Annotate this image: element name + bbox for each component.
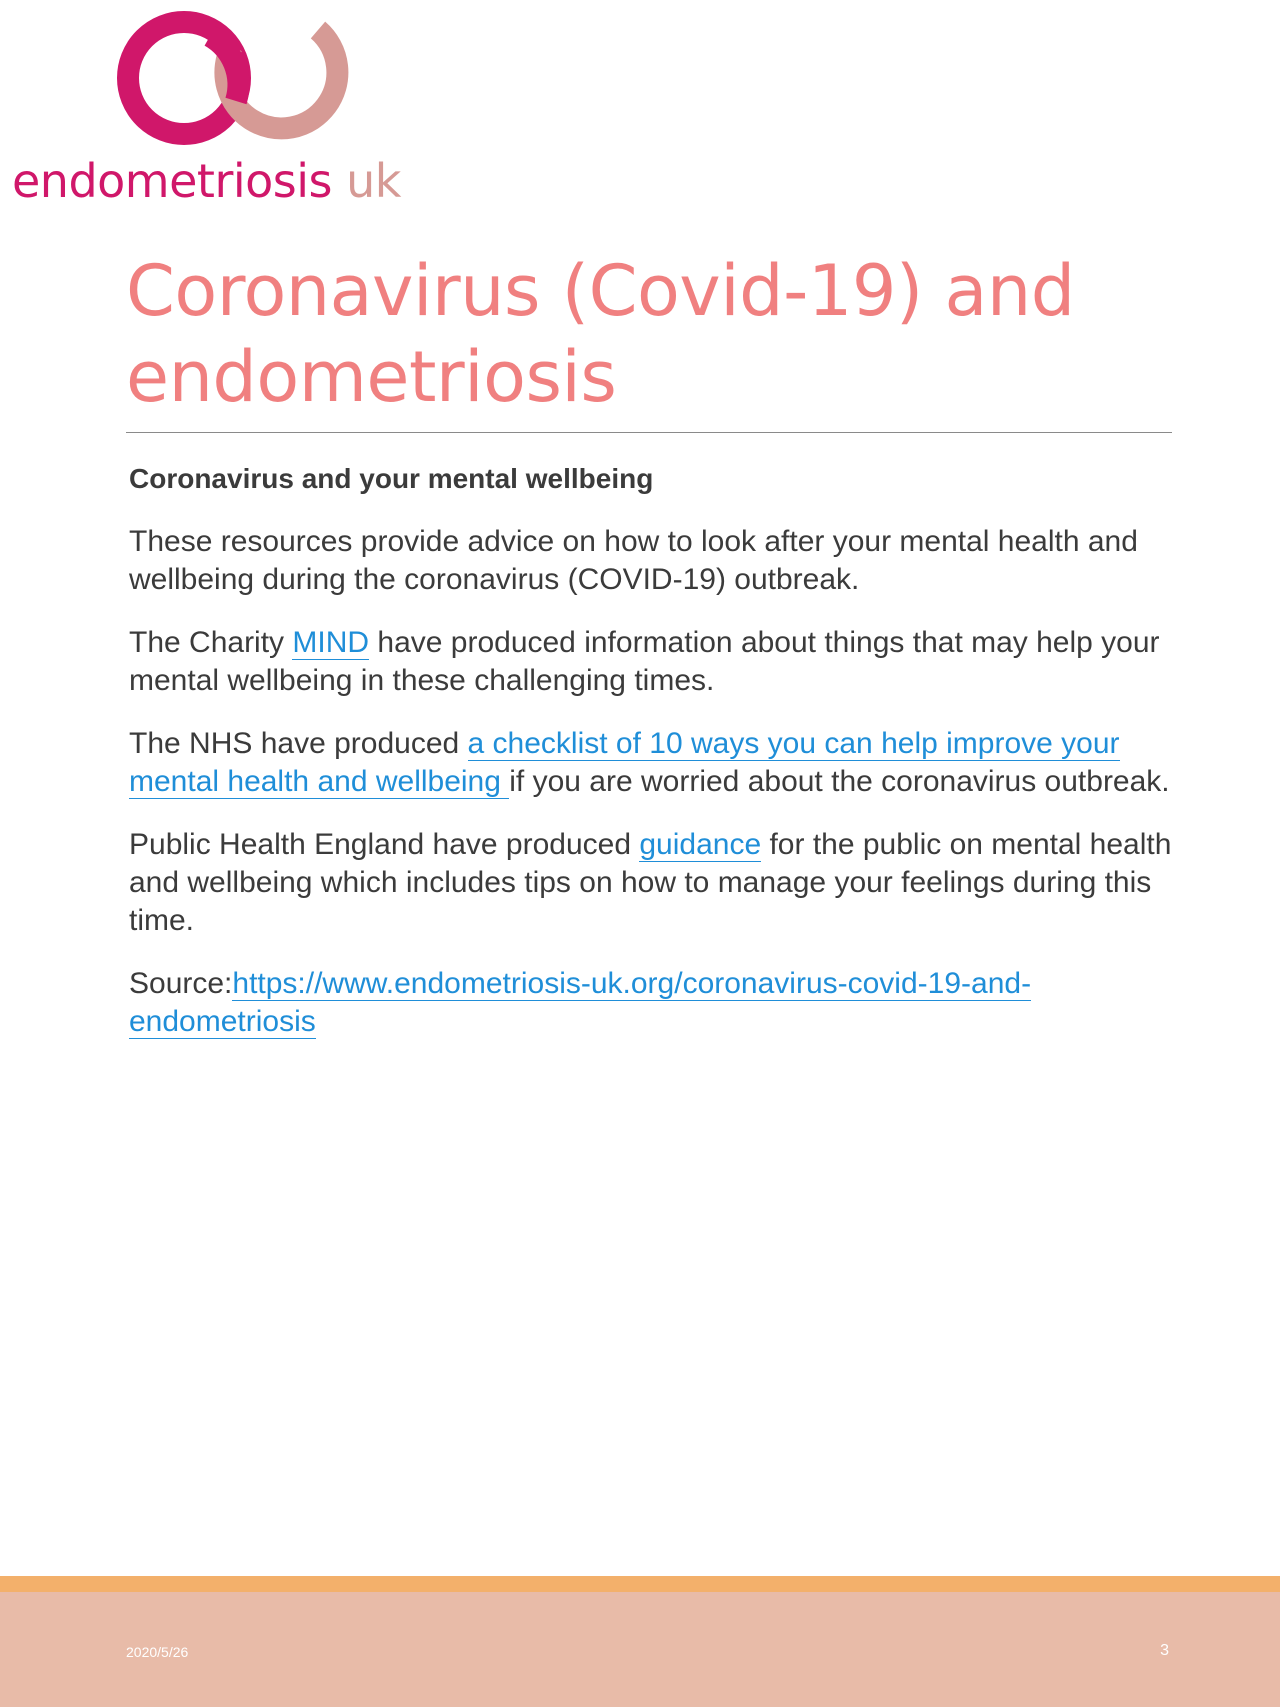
phe-text-before: Public Health England have produced (129, 828, 640, 861)
mind-text-before: The Charity (129, 626, 293, 659)
title-divider (126, 432, 1172, 433)
slide-body (129, 460, 1179, 1066)
nhs-paragraph (129, 725, 1179, 801)
guidance-link[interactable]: guidance (639, 828, 762, 861)
phe-text-after: for the public on mental health and wellbeing which includes tips on how to manage your feelings during this time. (129, 828, 1172, 937)
logo-wordmark (12, 154, 401, 208)
logo-rings-icon (110, 6, 360, 166)
nhs-text-before: The NHS have produced (129, 727, 468, 760)
source-label: Source: (129, 967, 233, 1000)
endometriosis-uk-logo (12, 6, 442, 216)
logo-word-uk: uk (346, 154, 401, 208)
phe-paragraph (129, 826, 1179, 940)
footer-accent-stripe (0, 1576, 1280, 1592)
mind-paragraph (129, 624, 1179, 700)
nhs-checklist-link[interactable]: a checklist of 10 ways you can help improve your mental health and wellbeing (129, 727, 1120, 798)
logo-word-endometriosis: endometriosis (12, 154, 332, 208)
footer-date: 2020/5/26 (126, 1644, 189, 1660)
mind-text-after: have produced information about things that may help your mental wellbeing in these challenging times. (129, 626, 1160, 697)
nhs-text-after: if you are worried about the coronavirus outbreak. (509, 765, 1170, 798)
mind-link[interactable]: MIND (292, 626, 370, 659)
footer-band (0, 1592, 1280, 1707)
source-paragraph (129, 965, 1179, 1041)
footer-page-number: 3 (1160, 1642, 1169, 1659)
slide-title: Coronavirus (Covid-19) and endometriosis (126, 250, 1075, 418)
source-link[interactable]: https://www.endometriosis-uk.org/coronavirus-covid-19-and-endometriosis (129, 967, 1032, 1038)
intro-paragraph: These resources provide advice on how to look after your mental health and wellbeing during the coronavirus (COVID-19) outbreak. (129, 525, 1138, 596)
section-subheading: Coronavirus and your mental wellbeing (129, 463, 654, 494)
